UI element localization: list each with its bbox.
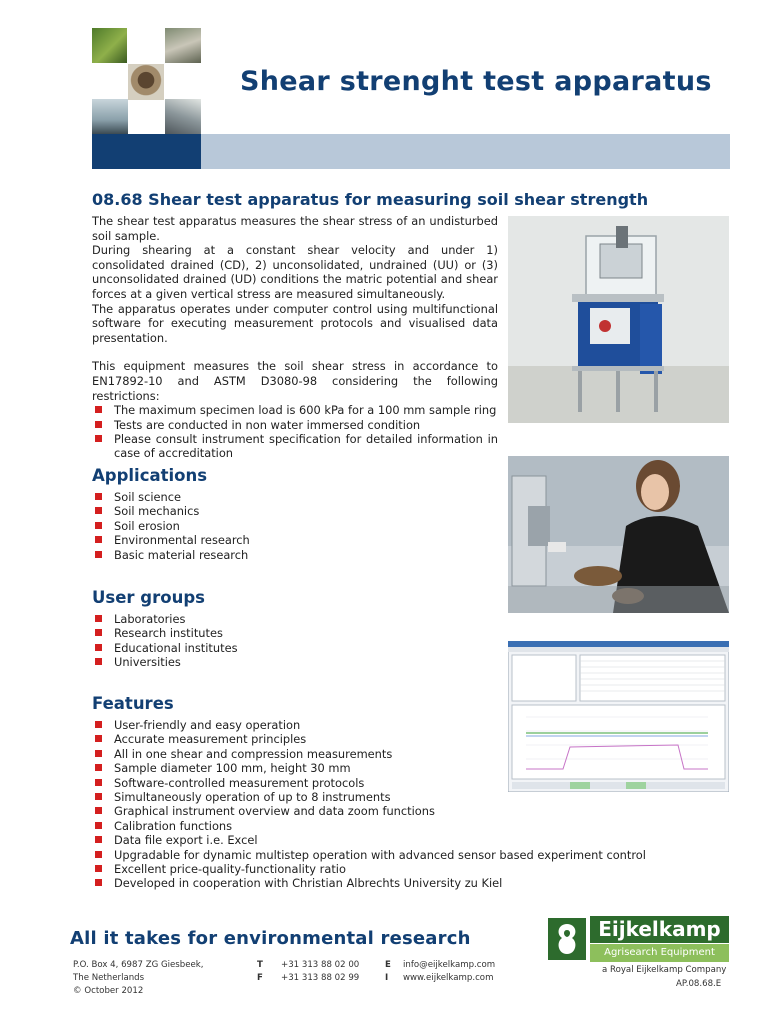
list-item: Please consult instrument specification for detailed information in case of accreditation xyxy=(92,432,498,461)
footer-fax: +31 313 88 02 99 xyxy=(281,973,360,983)
applications-list xyxy=(92,490,492,562)
bullet-square-icon xyxy=(95,879,102,886)
footer-web-link[interactable]: www.eijkelkamp.com xyxy=(403,973,494,983)
eijkelkamp-logo-icon xyxy=(546,916,588,962)
intro-paragraph: The apparatus operates under computer control using multifunctional software for executing measurement protocols and visualised data presentation. xyxy=(92,301,498,345)
bullet-square-icon xyxy=(95,629,102,636)
bullet-square-icon xyxy=(95,793,102,800)
list-item: Software-controlled measurement protocols xyxy=(92,776,692,790)
list-item: Basic material research xyxy=(92,548,492,562)
standards-text: This equipment measures the soil shear stress in accordance to EN17892-10 and ASTM D3080-98 considering the following restrictions: xyxy=(92,359,498,403)
bullet-square-icon xyxy=(95,764,102,771)
logo-name: Eijkelkamp xyxy=(590,916,729,943)
bullet-square-icon xyxy=(95,421,102,428)
footer-tagline: All it takes for environmental research xyxy=(70,928,471,949)
footer-phone-fax xyxy=(281,959,359,985)
footer-email-link[interactable]: info@eijkelkamp.com xyxy=(403,960,496,970)
features-heading: Features xyxy=(92,694,174,713)
header-photo-water xyxy=(165,99,201,134)
footer-address: P.O. Box 4, 6987 ZG Giesbeek, The Netherlands © October 2012 xyxy=(73,960,204,996)
bullet-square-icon xyxy=(95,658,102,665)
bullet-square-icon xyxy=(95,822,102,829)
footer-phone: +31 313 88 02 00 xyxy=(281,960,360,970)
user-groups-heading: User groups xyxy=(92,588,205,607)
bullet-square-icon xyxy=(95,851,102,858)
list-item: Soil science xyxy=(92,490,492,504)
header-light-bar xyxy=(201,134,730,169)
list-item: All in one shear and compression measurements xyxy=(92,747,692,761)
bullet-square-icon xyxy=(95,551,102,558)
bullet-square-icon xyxy=(95,735,102,742)
intro-paragraph: During shearing at a constant shear velocity and under 1) consolidated drained (CD), 2) unconsolidated, undrained (UU) or (3) unconsolidated drained (UD) conditions the matric potential and shear forces at a given vertical stress are measured simultaneously. xyxy=(92,243,498,301)
list-item: Soil erosion xyxy=(92,519,492,533)
header-navy-block xyxy=(92,134,201,169)
list-item: Educational institutes xyxy=(92,641,492,655)
researcher-photo xyxy=(508,456,729,613)
footer-contact-labels-left: T F xyxy=(257,960,263,983)
software-screenshot xyxy=(508,641,729,792)
apparatus-photo xyxy=(508,216,729,423)
applications-heading: Applications xyxy=(92,466,208,485)
list-item: Accurate measurement principles xyxy=(92,732,692,746)
restrictions-list xyxy=(92,403,498,461)
bullet-square-icon xyxy=(95,836,102,843)
intro-paragraph: The shear test apparatus measures the shear stress of an undisturbed soil sample. xyxy=(92,214,498,243)
list-item: Universities xyxy=(92,655,492,669)
list-item: Tests are conducted in non water immersed condition xyxy=(92,418,498,432)
bullet-square-icon xyxy=(95,750,102,757)
company-note: a Royal Eijkelkamp Company xyxy=(602,965,727,975)
list-item: Upgradable for dynamic multistep operation with advanced sensor based experiment control xyxy=(92,848,692,862)
list-item: Environmental research xyxy=(92,533,492,547)
document-code: AP.08.68.E xyxy=(676,979,722,989)
product-heading: 08.68 Shear test apparatus for measuring soil shear strength xyxy=(92,190,649,209)
list-item: Simultaneously operation of up to 8 instruments xyxy=(92,790,692,804)
header-photo-soil-sample xyxy=(128,64,164,100)
page-title: Shear strenght test apparatus xyxy=(240,66,712,97)
list-item: Graphical instrument overview and data zoom functions xyxy=(92,804,692,818)
footer-contact-labels-right: E I xyxy=(385,960,391,983)
list-item: Research institutes xyxy=(92,626,492,640)
bullet-square-icon xyxy=(95,522,102,529)
bullet-square-icon xyxy=(95,435,102,442)
list-item: User-friendly and easy operation xyxy=(92,718,692,732)
list-item: Sample diameter 100 mm, height 30 mm xyxy=(92,761,692,775)
bullet-square-icon xyxy=(95,865,102,872)
list-item: Calibration functions xyxy=(92,819,692,833)
header-photo-equipment xyxy=(165,28,201,63)
user-groups-list xyxy=(92,612,492,670)
intro-body xyxy=(92,214,498,461)
bullet-square-icon xyxy=(95,644,102,651)
footer-email-web xyxy=(403,959,495,985)
bullet-square-icon xyxy=(95,493,102,500)
bullet-square-icon xyxy=(95,779,102,786)
list-item: Developed in cooperation with Christian Albrechts University zu Kiel xyxy=(92,876,692,890)
header-photo-lab xyxy=(92,99,128,134)
bullet-square-icon xyxy=(95,507,102,514)
list-item: The maximum specimen load is 600 kPa for a 100 mm sample ring xyxy=(92,403,498,417)
logo-strapline: Agrisearch Equipment xyxy=(590,944,729,962)
bullet-square-icon xyxy=(95,615,102,622)
list-item: Data file export i.e. Excel xyxy=(92,833,692,847)
header-photo-field xyxy=(92,28,127,63)
list-item: Laboratories xyxy=(92,612,492,626)
list-item: Soil mechanics xyxy=(92,504,492,518)
bullet-square-icon xyxy=(95,721,102,728)
list-item: Excellent price-quality-functionality ratio xyxy=(92,862,692,876)
bullet-square-icon xyxy=(95,406,102,413)
bullet-square-icon xyxy=(95,536,102,543)
bullet-square-icon xyxy=(95,807,102,814)
